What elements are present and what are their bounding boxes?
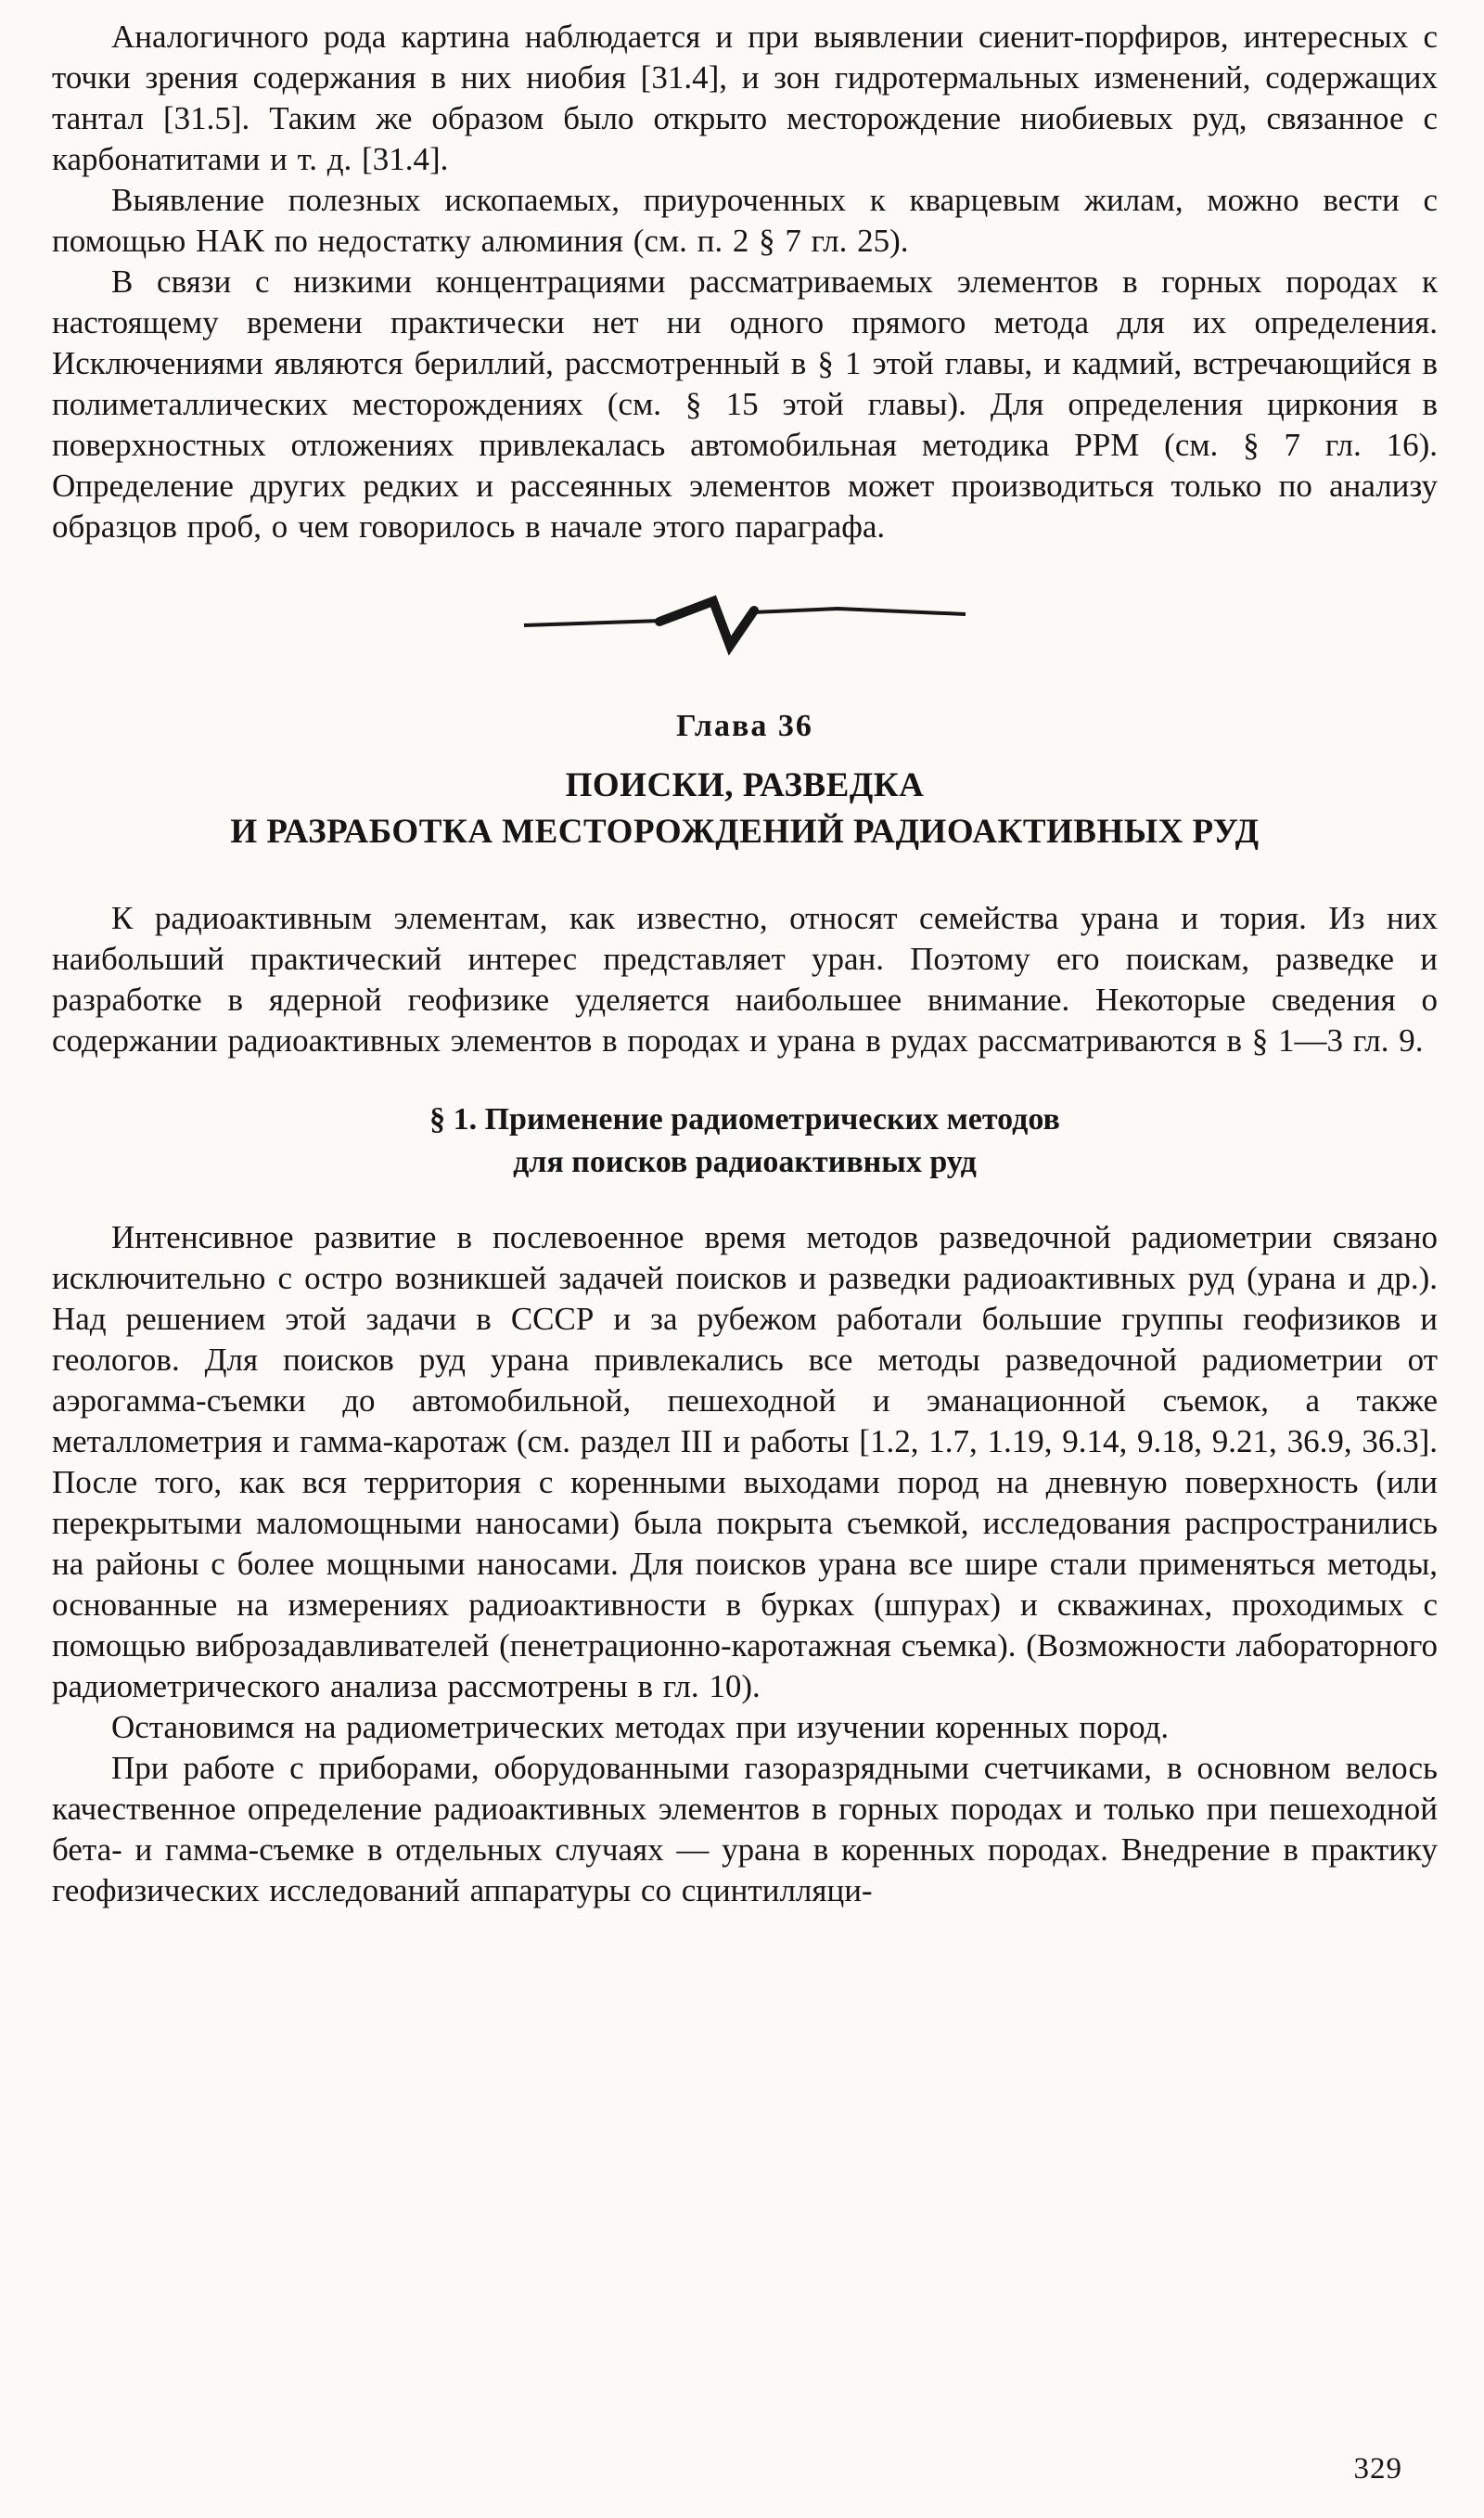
paragraph-sienite-porphyry: Аналогичного рода картина наблюдается и при выявлении сиенит-порфиров, интересных с точки зрения содержания в них ниобия [31.4], и зон гидротермальных изменений, содержащих тантал [31.5]. Таким же образом было открыто месторождение ниобиевых руд, связанное с карбонатитами и т. д. [31.4].: [52, 19, 1438, 177]
chapter-title: [52, 763, 1438, 855]
section-heading-line2: для поисков радиоактивных руд: [513, 1145, 977, 1179]
section-heading: [52, 1098, 1438, 1184]
section-heading-line1: § 1. Применение радиометрических методов: [429, 1102, 1060, 1137]
paragraph-gas-discharge-counters: При работе с приборами, оборудованными газоразрядными счетчиками, в основном велось качественное определение радиоактивных элементов в горных породах и только при пешеходной бета- и гамма-съемке в отдельных случаях — урана в коренных породах. Внедрение в практику геофизических исследований аппаратуры со сцинтилляци-: [52, 1750, 1438, 1908]
paragraph-bedrock-note: Остановимся на радиометрических методах при изучении коренных пород.: [111, 1709, 1170, 1745]
zigzag-divider-icon: [522, 590, 967, 657]
chapter-title-line2: И РАЗРАБОТКА МЕСТОРОЖДЕНИЙ РАДИОАКТИВНЫХ РУД: [230, 813, 1260, 851]
page-number: 329: [1353, 2452, 1402, 2486]
paragraph-chapter-intro: К радиоактивным элементам, как известно, относят семейства урана и тория. Из них наибольший практический интерес представляет уран. Поэтому его поискам, разведке и разработке в ядерной геофизике уделяется наибольшее внимание. Некоторые сведения о содержании радиоактивных элементов в породах и урана в рудах рассматриваются в § 1—3 гл. 9.: [52, 900, 1438, 1059]
paragraph-low-concentrations: В связи с низкими концентрациями рассматриваемых элементов в горных породах к настоящему времени практически нет ни одного прямого метода для их определения. Исключениями являются бериллий, рассмотренный в § 1 этой главы, и кадмий, встречающийся в полиметаллических месторождениях (см. § 15 этой главы). Для определения циркония в поверхностных отложениях привлекалась автомобильная методика РРМ (см. § 7 гл. 16). Определение других редких и рассеянных элементов может производиться только по анализу образцов проб, о чем говорилось в начале этого параграфа.: [52, 263, 1438, 545]
chapter-number-label: Глава 36: [676, 709, 813, 743]
paragraph-radiometry-development: Интенсивное развитие в послевоенное время методов разведочной радиометрии связано исключительно с остро возникшей задачей поисков и разведки радиоактивных руд (урана и др.). Над решением этой задачи в СССР и за рубежом работали большие группы геофизиков и геологов. Для поисков руд урана привлекались все методы разведочной радиометрии от аэрогамма-съемки до автомобильной, пешеходной и эманационной съемок, а также металлометрия и гамма-каротаж (см. раздел III и работы [1.2, 1.7, 1.19, 9.14, 9.18, 9.21, 36.9, 36.3]. После того, как вся территория с коренными выходами пород на дневную поверхность (или перекрытыми маломощными наносами) была покрыта съемкой, исследования распространились на районы с более мощными наносами. Для поисков урана все шире стали применяться методы, основанные на измерениях радиоактивности в бурках (шпурах) и скважинах, проходимых с помощью виброзадавливателей (пенетрационно-каротажная съемка). (Возможности лабораторного радиометрического анализа рассмотрены в гл. 10).: [52, 1219, 1438, 1704]
chapter-title-line1: ПОИСКИ, РАЗВЕДКА: [565, 766, 925, 804]
paragraph-nak-method: Выявление полезных ископаемых, приуроченных к кварцевым жилам, можно вести с помощью НАК по недостатку алюминия (см. п. 2 § 7 гл. 25).: [52, 182, 1438, 259]
text-column: [52, 17, 1438, 1911]
